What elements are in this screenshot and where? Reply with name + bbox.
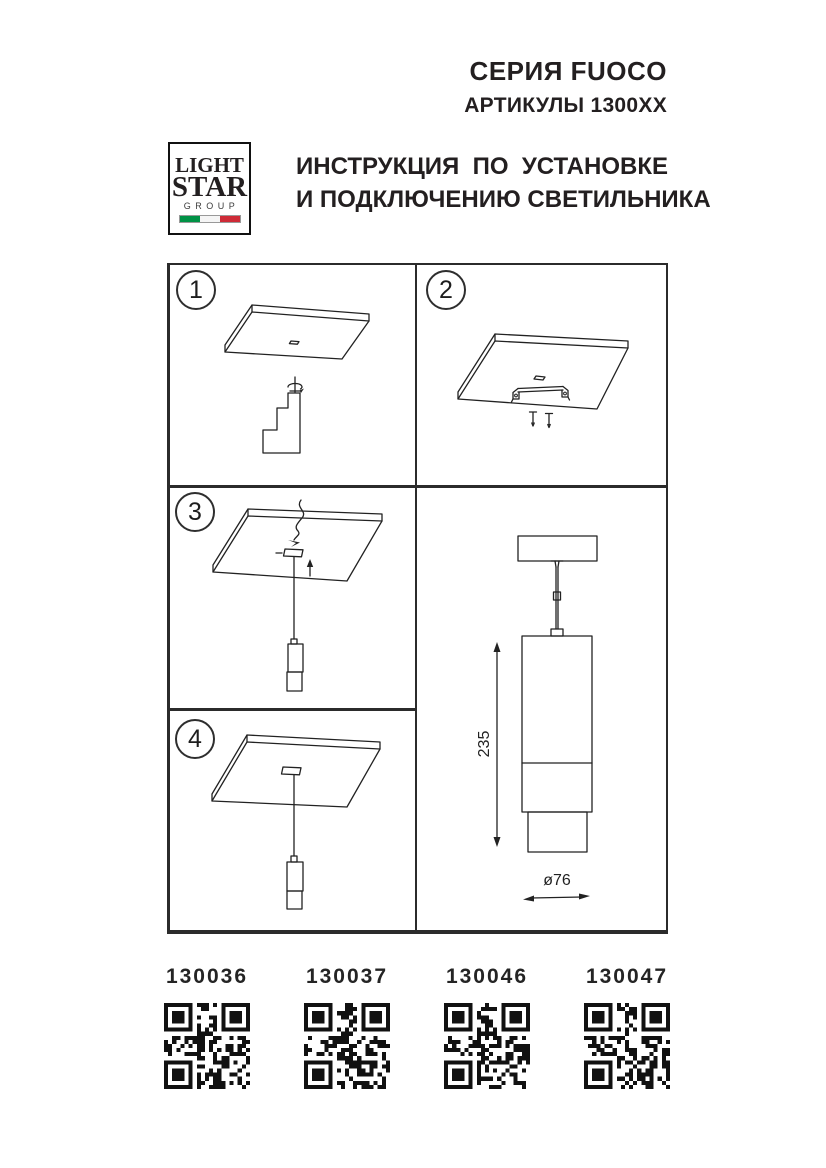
step-bracket	[263, 393, 300, 453]
header	[400, 56, 667, 118]
logo-word-star: STAR	[171, 171, 248, 203]
article-number: 130046	[445, 965, 529, 988]
supply-wire	[294, 500, 304, 540]
plate-slot	[534, 376, 545, 380]
diameter-dimension	[523, 872, 590, 902]
instruction-line-2: И ПОДКЛЮЧЕНИЮ СВЕТИЛЬНИКА	[296, 186, 711, 213]
step-4-number	[175, 719, 215, 759]
push-up-arrow	[307, 559, 313, 576]
flag-green	[180, 216, 200, 222]
pendant-lamp	[287, 856, 303, 909]
step-4-number-label: 4	[188, 724, 202, 753]
logo-word-light: LIGHT	[175, 153, 244, 177]
qr-code	[584, 1003, 670, 1089]
pendant-lamp	[287, 639, 303, 691]
logo-word-group: GROUP	[183, 201, 240, 211]
screws	[530, 412, 553, 428]
suspension-rod	[551, 561, 563, 629]
product-column	[282, 965, 412, 1089]
qr-code	[444, 1003, 530, 1089]
step-2-number	[426, 270, 466, 310]
step-2-number-label: 2	[439, 275, 453, 304]
instruction-heading	[296, 150, 711, 216]
lamp-body	[522, 629, 592, 852]
ceiling-plate	[458, 334, 628, 409]
height-dimension-label: 235	[476, 730, 493, 758]
cord-grip	[551, 629, 563, 636]
article-number: 130036	[165, 965, 249, 988]
product-column	[422, 965, 552, 1089]
lamp-diffuser	[528, 812, 587, 852]
step-1-number-label: 1	[189, 275, 203, 304]
screw-rotation-icon	[288, 377, 304, 393]
canopy	[518, 536, 597, 561]
wire-connector	[288, 540, 300, 547]
flag-red	[220, 216, 240, 222]
canopy-mount	[282, 767, 302, 775]
diameter-dimension-label: ø76	[543, 872, 571, 889]
steps-grid	[167, 263, 668, 934]
lightstar-logo	[168, 142, 251, 235]
canopy-mount	[276, 549, 303, 557]
step-1-number	[176, 270, 216, 310]
flag-white	[200, 216, 220, 222]
instruction-line-1: ИНСТРУКЦИЯ ПО УСТАНОВКЕ	[296, 153, 668, 180]
ceiling-plate	[212, 735, 380, 807]
height-dimension	[476, 642, 501, 847]
ceiling-plate	[225, 305, 369, 359]
product-column	[142, 965, 272, 1089]
mounting-bracket	[512, 387, 570, 403]
product-dimension-drawing	[417, 488, 666, 930]
plate-slot	[289, 341, 299, 344]
italian-flag-stripe	[179, 215, 241, 223]
step-3-number-label: 3	[188, 497, 202, 526]
qr-code	[304, 1003, 390, 1089]
qr-code	[164, 1003, 250, 1089]
article-number: 130047	[585, 965, 669, 988]
product-column	[562, 965, 692, 1089]
ceiling-plate	[213, 509, 382, 581]
series-title: СЕРИЯ FUOCO	[469, 56, 667, 86]
articles-subtitle: АРТИКУЛЫ 1300XX	[464, 94, 667, 117]
step-3-number	[175, 492, 215, 532]
article-number: 130037	[305, 965, 389, 988]
